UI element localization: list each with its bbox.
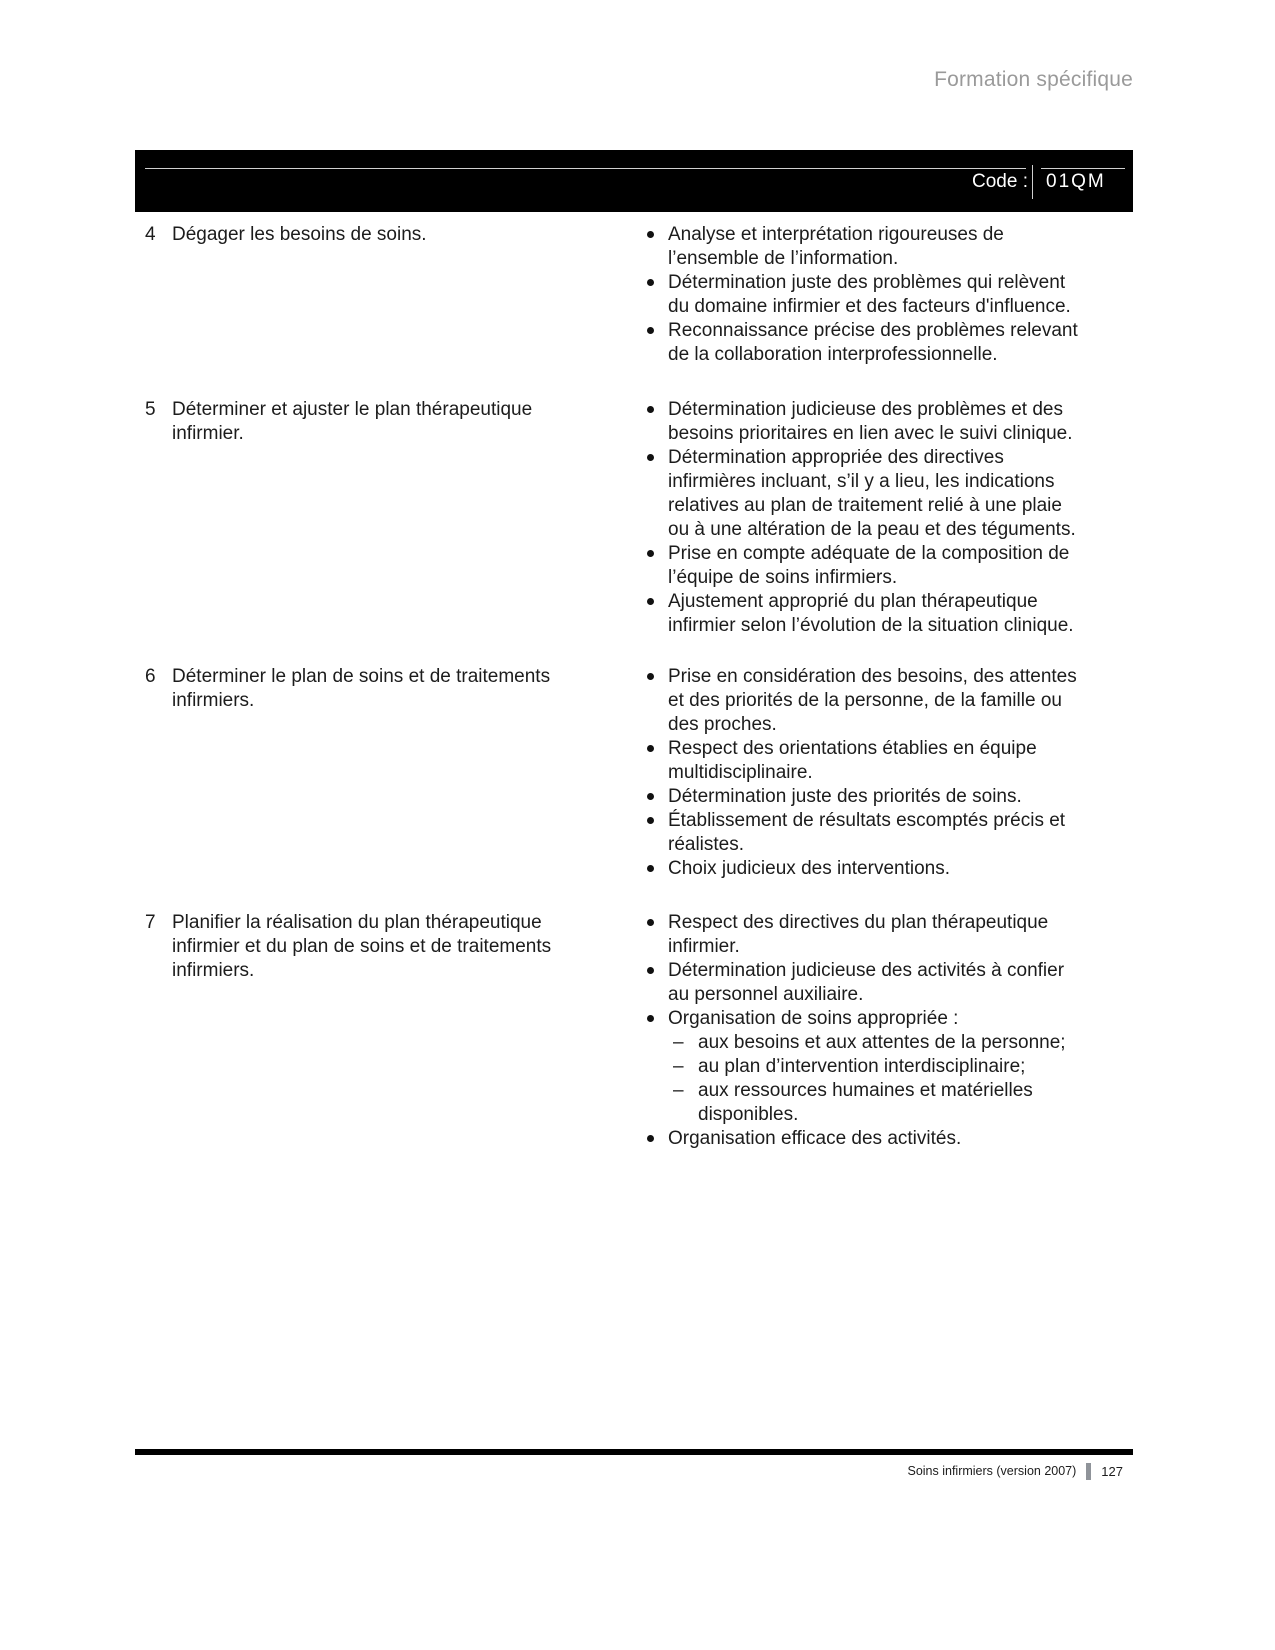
criterion-item <box>645 809 1083 857</box>
objective-cell <box>145 665 575 713</box>
objective-number: 7 <box>145 912 156 933</box>
objective-cell <box>145 223 575 247</box>
code-bar-rule-right <box>1041 168 1125 169</box>
criterion-item <box>645 542 1083 590</box>
criterion-subitem-text: aux ressources humaines et matérielles disponibles. <box>698 1080 1033 1125</box>
objective-cell <box>145 911 575 983</box>
code-label: Code : <box>972 171 1028 192</box>
bullet-icon <box>647 745 654 752</box>
dash-icon: – <box>673 1080 684 1101</box>
footer <box>907 1461 1123 1481</box>
criterion-text: Analyse et interprétation rigoureuses de l’ensemble de l’information. <box>668 224 1004 269</box>
criterion-subitem <box>673 1031 1083 1055</box>
criterion-text: Prise en compte adéquate de la composition de l’équipe de soins infirmiers. <box>668 543 1070 588</box>
criterion-text: Organisation efficace des activités. <box>668 1128 962 1149</box>
criteria-list <box>645 911 1083 1151</box>
criterion-text: Prise en considération des besoins, des attentes et des priorités de la personne, de la famille ou des proches. <box>668 666 1077 735</box>
criterion-text: Établissement de résultats escomptés précis et réalistes. <box>668 810 1066 855</box>
criterion-subitem <box>673 1079 1083 1127</box>
bullet-icon <box>647 327 654 334</box>
criterion-text: Détermination appropriée des directives infirmières incluant, s’il y a lieu, les indications relatives au plan de traitement relié à une plaie ou à une altération de la peau et des téguments. <box>668 447 1076 540</box>
bullet-icon <box>647 454 654 461</box>
criterion-item <box>645 319 1083 367</box>
criterion-item <box>645 446 1083 542</box>
criterion-subitem-text: au plan d’intervention interdisciplinaire; <box>698 1056 1026 1077</box>
bullet-icon <box>647 919 654 926</box>
criterion-subitem-text: aux besoins et aux attentes de la personne; <box>698 1032 1066 1053</box>
criterion-item <box>645 1007 1083 1127</box>
footer-page-number: 127 <box>1101 1463 1123 1479</box>
criterion-text: Reconnaissance précise des problèmes relevant de la collaboration interprofessionnelle. <box>668 320 1078 365</box>
footer-rule <box>135 1449 1133 1455</box>
objective-text: Dégager les besoins de soins. <box>172 224 427 245</box>
footer-divider-bar <box>1086 1463 1091 1480</box>
criteria-list <box>645 223 1083 367</box>
code-bar-rule-left <box>145 168 1026 169</box>
objective-text: Planifier la réalisation du plan thérapeutique infirmier et du plan de soins et de traitements infirmiers. <box>172 912 552 981</box>
criterion-text: Organisation de soins appropriée : <box>668 1008 959 1029</box>
criteria-list <box>645 398 1083 638</box>
criterion-item <box>645 959 1083 1007</box>
dash-icon: – <box>673 1056 684 1077</box>
bullet-icon <box>647 673 654 680</box>
objective-text: Déterminer et ajuster le plan thérapeutique infirmier. <box>172 399 533 444</box>
objective-number: 4 <box>145 224 156 245</box>
criterion-item <box>645 1127 1083 1151</box>
bullet-icon <box>647 1015 654 1022</box>
objective-text: Déterminer le plan de soins et de traitements infirmiers. <box>172 666 551 711</box>
code-bar <box>135 150 1133 212</box>
criterion-text: Choix judicieux des interventions. <box>668 858 950 879</box>
criterion-item <box>645 857 1083 881</box>
criterion-text: Ajustement approprié du plan thérapeutique infirmier selon l’évolution de la situation clinique. <box>668 591 1074 636</box>
objective-number: 5 <box>145 399 156 420</box>
criteria-list <box>645 665 1083 881</box>
criterion-subitem <box>673 1055 1083 1079</box>
objective-number: 6 <box>145 666 156 687</box>
bullet-icon <box>647 231 654 238</box>
criterion-text: Détermination judicieuse des problèmes et des besoins prioritaires en lien avec le suivi clinique. <box>668 399 1073 444</box>
bullet-icon <box>647 793 654 800</box>
code-value: 01QM <box>1046 171 1106 192</box>
criterion-text: Détermination judicieuse des activités à confier au personnel auxiliaire. <box>668 960 1065 1005</box>
criterion-item <box>645 590 1083 638</box>
footer-document-label: Soins infirmiers (version 2007) <box>907 1464 1077 1478</box>
criterion-item <box>645 665 1083 737</box>
section-header: Formation spécifique <box>934 68 1133 91</box>
criterion-item <box>645 223 1083 271</box>
criterion-item <box>645 271 1083 319</box>
criterion-text: Respect des directives du plan thérapeutique infirmier. <box>668 912 1049 957</box>
bullet-icon <box>647 406 654 413</box>
objective-cell <box>145 398 575 446</box>
dash-icon: – <box>673 1032 684 1053</box>
criterion-item <box>645 737 1083 785</box>
bullet-icon <box>647 279 654 286</box>
criterion-item <box>645 398 1083 446</box>
criterion-text: Détermination juste des priorités de soins. <box>668 786 1022 807</box>
code-separator <box>1032 165 1033 199</box>
bullet-icon <box>647 1135 654 1142</box>
bullet-icon <box>647 865 654 872</box>
bullet-icon <box>647 598 654 605</box>
criterion-item <box>645 911 1083 959</box>
bullet-icon <box>647 967 654 974</box>
bullet-icon <box>647 550 654 557</box>
bullet-icon <box>647 817 654 824</box>
criterion-text: Respect des orientations établies en équipe multidisciplinaire. <box>668 738 1037 783</box>
criterion-item <box>645 785 1083 809</box>
criterion-text: Détermination juste des problèmes qui relèvent du domaine infirmier et des facteurs d'influence. <box>668 272 1071 317</box>
